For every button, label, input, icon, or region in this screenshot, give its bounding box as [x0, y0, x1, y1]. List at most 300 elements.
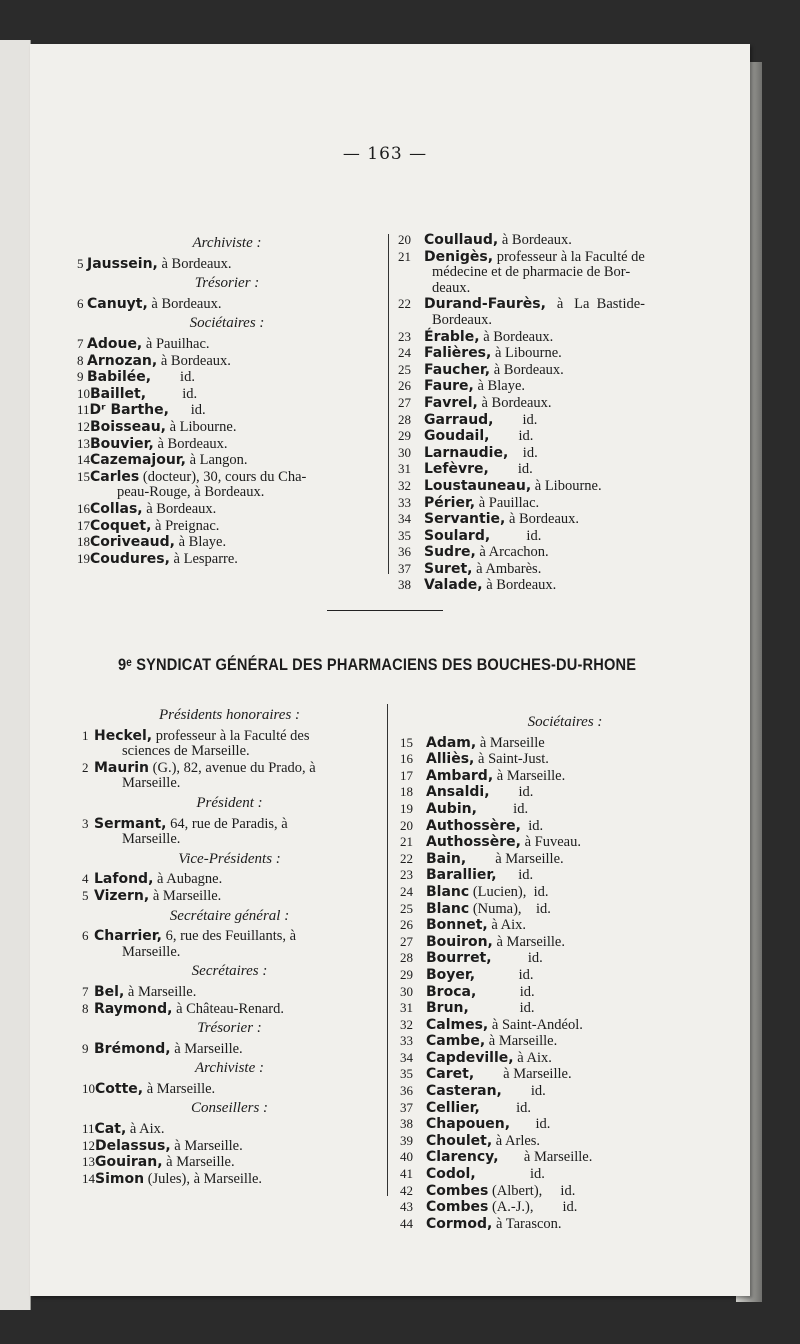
member-details: (docteur), 30, cours du Cha-	[139, 468, 307, 485]
member-entry	[400, 1000, 730, 1017]
member-name: Coullaud,	[424, 232, 499, 248]
entry-number: 21	[400, 834, 413, 850]
member-details-continued: Marseille.	[122, 831, 181, 848]
member-details: id.	[151, 369, 195, 386]
member-details: à Bordeaux.	[157, 255, 232, 272]
role-heading: Sociétaires :	[189, 315, 265, 332]
member-name: Boyer,	[426, 966, 476, 983]
member-details: à Libourne.	[491, 345, 562, 362]
entry-number: 23	[400, 867, 413, 883]
member-name: Bourret,	[426, 950, 492, 967]
entry-number: 31	[398, 461, 411, 477]
entry-number: 14	[77, 452, 90, 468]
member-name: Falières,	[424, 345, 492, 362]
entry-number: 40	[400, 1149, 413, 1165]
member-name: Lefèvre,	[424, 461, 489, 478]
member-details: (A.-J.), id.	[488, 1199, 578, 1216]
member-details: 6, rue des Feuillants, à	[161, 928, 297, 945]
member-details: à Tarascon.	[492, 1215, 562, 1232]
entry-number: 44	[400, 1215, 413, 1231]
section1-left-column	[77, 232, 377, 567]
entry-number: 11	[77, 402, 90, 418]
section-title: 9ᵉ SYNDICAT GÉNÉRAL DES PHARMACIENS DES BOUCHES-DU-RHONE	[118, 655, 637, 674]
member-name: Goudail,	[424, 428, 490, 445]
member-name: Coudures,	[90, 550, 170, 567]
member-entry	[82, 816, 377, 848]
entry-number: 13	[82, 1154, 95, 1170]
member-entry	[400, 1066, 730, 1083]
member-entry	[398, 232, 728, 249]
member-details-continued: médecine et de pharmacie de Bor-	[432, 264, 631, 281]
member-name: Lafond,	[94, 871, 154, 888]
member-details: à Marseille.	[492, 933, 565, 950]
member-entry	[77, 256, 377, 273]
member-details: à Marseille.	[143, 1080, 216, 1097]
entry-number: 42	[400, 1182, 413, 1198]
member-entry	[77, 534, 377, 551]
member-details: id.	[476, 800, 529, 817]
entry-number: 32	[398, 477, 411, 493]
entry-number: 15	[77, 468, 90, 484]
member-entry	[398, 577, 728, 594]
member-name: Faure,	[424, 378, 474, 395]
member-details: à Marseille	[476, 734, 545, 751]
member-details: id.	[475, 1166, 545, 1183]
member-details: à Marseille.	[124, 983, 197, 1000]
member-details: à Bordeaux.	[482, 577, 557, 594]
member-name: Coriveaud,	[90, 534, 175, 551]
member-details: à Aubagne.	[153, 871, 223, 888]
member-details: id.	[475, 966, 534, 983]
role-heading: Conseillers :	[190, 1100, 269, 1117]
section2-right-column	[400, 711, 730, 1232]
member-name: Calmes,	[426, 1016, 489, 1033]
member-name: Aubin,	[426, 800, 477, 817]
entry-number: 29	[398, 428, 411, 444]
member-details: à Saint-Just.	[474, 751, 549, 768]
member-name: Sermant,	[94, 815, 167, 832]
member-name: Cazemajour,	[90, 452, 186, 469]
member-details: id.	[489, 784, 534, 801]
member-entry	[400, 1133, 730, 1150]
member-details: à Pauilhac.	[142, 335, 210, 352]
member-name: Bain,	[426, 850, 467, 867]
role-heading: Trésorier :	[194, 275, 260, 292]
member-entry	[400, 934, 730, 951]
member-entry	[400, 1050, 730, 1067]
entry-number: 8	[77, 352, 84, 368]
member-name: Durand-Faurès,	[424, 296, 546, 313]
member-name: Sudre,	[424, 544, 476, 561]
entry-number: 4	[82, 871, 89, 887]
member-entry	[400, 917, 730, 934]
member-entry	[77, 402, 377, 419]
member-name: Coquet,	[90, 517, 152, 534]
entry-number: 12	[77, 418, 90, 434]
member-details-continued: Bordeaux.	[432, 311, 492, 328]
member-name: Larnaudie,	[424, 444, 509, 461]
member-details: (G.), 82, avenue du Prado, à	[149, 759, 316, 776]
member-details: à Château-Renard.	[172, 1000, 284, 1017]
member-entry	[77, 419, 377, 436]
entry-number: 23	[398, 328, 411, 344]
entry-number: 18	[400, 784, 413, 800]
entry-number: 10	[77, 385, 90, 401]
member-details: id.	[489, 428, 534, 445]
member-entry	[400, 1033, 730, 1050]
member-entry	[400, 867, 730, 884]
member-name: Caret,	[426, 1066, 475, 1083]
entry-number: 11	[82, 1121, 95, 1137]
member-entry	[400, 751, 730, 768]
member-details: id.	[479, 1099, 531, 1116]
member-details: 64, rue de Paradis, à	[166, 815, 288, 832]
member-entry	[400, 1199, 730, 1216]
member-details: à La Bastide-	[545, 296, 646, 313]
member-entry	[398, 395, 728, 412]
entry-number: 8	[82, 1000, 89, 1016]
member-entry	[400, 967, 730, 984]
member-name: Cellier,	[426, 1099, 480, 1116]
member-name: Bel,	[94, 983, 125, 1000]
member-details: à Aix.	[487, 917, 526, 934]
member-name: Cat,	[94, 1121, 127, 1138]
entry-number: 43	[400, 1199, 413, 1215]
entry-number: 30	[398, 444, 411, 460]
entry-number: 26	[398, 378, 411, 394]
entry-number: 38	[398, 577, 411, 593]
member-name: Combes	[426, 1199, 489, 1216]
member-name: Denigès,	[424, 248, 494, 265]
member-entry	[82, 888, 377, 905]
member-name: Broca,	[426, 983, 477, 1000]
member-details: id.	[493, 411, 538, 428]
column-divider	[387, 704, 388, 1196]
entry-number: 25	[400, 900, 413, 916]
member-name: Faucher,	[424, 361, 491, 378]
member-name: Brémond,	[94, 1040, 171, 1057]
entry-number: 26	[400, 917, 413, 933]
entry-number: 34	[400, 1049, 413, 1065]
entry-number: 15	[400, 734, 413, 750]
member-details: à Bordeaux.	[490, 361, 564, 378]
entry-number: 25	[398, 361, 411, 377]
member-entry	[398, 362, 728, 379]
member-details: id.	[508, 444, 538, 461]
member-entry	[400, 784, 730, 801]
entry-number: 28	[400, 950, 413, 966]
entry-number: 5	[77, 255, 84, 271]
member-name: Babilée,	[87, 369, 152, 386]
member-entry	[77, 436, 377, 453]
role-heading: Archiviste :	[192, 235, 262, 251]
member-entry	[400, 834, 730, 851]
member-entry	[400, 1100, 730, 1117]
member-details: à Aix.	[126, 1121, 165, 1138]
member-details: à Marseille.	[170, 1137, 243, 1154]
member-entry	[82, 728, 377, 760]
entry-number: 37	[398, 560, 411, 576]
entry-number: 36	[398, 544, 411, 560]
role-heading: Secrétaire général :	[169, 907, 290, 924]
entry-number: 33	[400, 1033, 413, 1049]
member-entry	[77, 518, 377, 535]
member-entry	[400, 984, 730, 1001]
entry-number: 37	[400, 1099, 413, 1115]
member-details: à Bordeaux.	[477, 394, 552, 411]
member-name: Delassus,	[95, 1137, 171, 1154]
entry-number: 19	[77, 550, 90, 566]
entry-number: 41	[400, 1166, 413, 1182]
member-details: à Aix.	[513, 1049, 552, 1066]
entry-number: 9	[77, 369, 84, 385]
member-details: à Bordeaux.	[157, 352, 231, 369]
member-entry	[77, 469, 377, 501]
member-name: Garraud,	[424, 411, 494, 428]
entry-number: 9	[82, 1040, 89, 1056]
member-details-continued: Marseille.	[122, 943, 181, 960]
member-entry	[400, 950, 730, 967]
member-entry	[77, 296, 377, 313]
entry-number: 17	[77, 517, 90, 533]
member-entry	[398, 412, 728, 429]
entry-number: 28	[398, 411, 411, 427]
member-entry	[82, 760, 377, 792]
member-name: Combes	[426, 1182, 489, 1199]
page-number: — 163 —	[342, 144, 428, 164]
member-name: Barallier,	[426, 867, 497, 884]
member-details: à Arles.	[492, 1132, 541, 1149]
entry-number: 7	[82, 983, 89, 999]
member-entry	[398, 495, 728, 512]
member-name: Authossère,	[426, 817, 521, 834]
member-name: Ambard,	[426, 767, 494, 784]
member-details: à Bordeaux.	[153, 435, 228, 452]
entry-number: 16	[77, 500, 90, 516]
member-name: Bouiron,	[426, 933, 493, 950]
member-name: Capdeville,	[426, 1049, 514, 1066]
entry-number: 27	[400, 933, 413, 949]
section1-right-column	[398, 232, 728, 594]
member-entry	[400, 1083, 730, 1100]
entry-number: 1	[82, 727, 89, 743]
member-details: à Pauillac.	[475, 494, 540, 511]
member-name: Collas,	[90, 500, 143, 517]
member-entry	[400, 1116, 730, 1133]
member-entry	[400, 1216, 730, 1233]
member-entry	[398, 544, 728, 561]
role-heading: Secrétaires :	[191, 963, 268, 980]
entry-number: 27	[398, 394, 411, 410]
member-details: id.	[476, 983, 535, 1000]
entry-number: 16	[400, 751, 413, 767]
entry-number: 20	[400, 817, 413, 833]
member-entry	[400, 1149, 730, 1166]
entry-number: 6	[82, 928, 89, 944]
member-entry	[398, 445, 728, 462]
document-page	[30, 44, 750, 1296]
member-entry	[77, 501, 377, 518]
member-details: à Marseille.	[493, 767, 566, 784]
member-details: id.	[168, 402, 206, 419]
member-details: id.	[468, 1000, 535, 1017]
member-name: Servantie,	[424, 511, 506, 528]
member-name: Maurin	[94, 759, 150, 776]
member-entry	[400, 818, 730, 835]
role-heading: Trésorier :	[197, 1020, 262, 1037]
member-details: id.	[146, 385, 198, 402]
member-name: Érable,	[424, 328, 480, 345]
member-name: Charrier,	[94, 928, 162, 945]
member-entry	[82, 1121, 377, 1138]
member-entry	[77, 452, 377, 469]
member-entry	[398, 378, 728, 395]
member-name: Blanc	[426, 883, 470, 900]
member-name: Brun,	[426, 1000, 469, 1017]
member-name: Choulet,	[426, 1132, 493, 1149]
member-details: id.	[501, 1083, 546, 1100]
member-details: à Ambarès.	[472, 560, 542, 577]
member-details-continued: Marseille.	[122, 775, 181, 792]
entry-number: 24	[400, 883, 413, 899]
entry-number: 21	[398, 248, 411, 264]
member-entry	[398, 329, 728, 346]
member-name: Raymond,	[94, 1000, 173, 1017]
member-entry	[398, 478, 728, 495]
role-heading: Sociétaires :	[527, 714, 603, 730]
member-details: à Bordeaux.	[479, 328, 554, 345]
member-entry	[398, 428, 728, 445]
entry-number: 10	[82, 1080, 95, 1096]
entry-number: 34	[398, 511, 411, 527]
member-name: Valade,	[424, 577, 483, 594]
member-details: à Lesparre.	[169, 550, 238, 567]
member-name: Loustauneau,	[424, 477, 532, 494]
member-details: à Libourne.	[531, 477, 602, 494]
member-name: Adam,	[426, 734, 477, 751]
member-entry	[82, 1138, 377, 1155]
member-entry	[398, 528, 728, 545]
entry-number: 35	[398, 527, 411, 543]
member-details: à Blaye.	[174, 534, 227, 551]
member-name: Authossère,	[426, 834, 521, 851]
entry-number: 20	[398, 232, 411, 247]
member-name: Baillet,	[90, 385, 147, 402]
member-details-continued: peau-Rouge, à Bordeaux.	[117, 484, 265, 501]
member-details: à Marseille.	[149, 887, 222, 904]
previous-page-edge	[0, 40, 31, 1310]
member-entry	[398, 345, 728, 362]
member-name: Ansaldi,	[426, 784, 490, 801]
member-details: à Bordeaux.	[142, 500, 217, 517]
entry-number: 35	[400, 1066, 413, 1082]
member-name: Périer,	[424, 494, 476, 511]
member-details: à Bordeaux.	[498, 232, 572, 248]
entry-number: 30	[400, 983, 413, 999]
entry-number: 31	[400, 1000, 413, 1016]
member-details-continued: sciences de Marseille.	[122, 743, 250, 760]
entry-number: 32	[400, 1016, 413, 1032]
member-details: à Marseille.	[485, 1033, 558, 1050]
entry-number: 14	[82, 1170, 95, 1186]
member-entry	[77, 369, 377, 386]
entry-number: 12	[82, 1137, 95, 1153]
member-details: à Preignac.	[151, 517, 220, 534]
entry-number: 29	[400, 966, 413, 982]
entry-number: 19	[400, 800, 413, 816]
entry-number: 22	[398, 296, 411, 312]
member-details: à Marseille.	[474, 1066, 572, 1083]
entry-number: 24	[398, 345, 411, 361]
member-details: à Marseille.	[498, 1149, 593, 1166]
entry-number: 33	[398, 494, 411, 510]
role-heading: Vice-Présidents :	[178, 850, 281, 867]
entry-number: 6	[77, 295, 84, 311]
member-name: Boisseau,	[90, 418, 166, 435]
entry-number: 36	[400, 1083, 413, 1099]
member-details: (Numa), id.	[469, 900, 551, 917]
member-name: Jaussein,	[87, 255, 158, 272]
member-entry	[82, 928, 377, 960]
entry-number: 18	[77, 534, 90, 550]
member-name: Dʳ Barthe,	[89, 402, 169, 419]
member-name: Vizern,	[94, 887, 150, 904]
member-entry	[82, 1041, 377, 1058]
column-divider	[388, 234, 389, 574]
entry-number: 17	[400, 767, 413, 783]
member-entry	[77, 386, 377, 403]
member-entry	[400, 735, 730, 752]
member-entry	[400, 851, 730, 868]
member-name: Arnozan,	[87, 352, 158, 369]
section2-left-column	[82, 704, 377, 1187]
member-entry	[398, 561, 728, 578]
member-name: Cormod,	[426, 1215, 493, 1232]
member-details: à Libourne.	[165, 418, 237, 435]
member-name: Canuyt,	[87, 295, 148, 312]
member-details: à Langon.	[185, 452, 248, 469]
member-name: Alliès,	[426, 751, 475, 768]
member-entry	[82, 1001, 377, 1018]
member-details: professeur à la Faculté de	[493, 248, 645, 265]
member-name: Favrel,	[424, 394, 478, 411]
role-heading: Présidents honoraires :	[158, 707, 301, 723]
member-details: professeur à la Faculté des	[152, 727, 310, 744]
member-entry	[398, 511, 728, 528]
member-name: Clarency,	[426, 1149, 499, 1166]
member-entry	[398, 249, 728, 297]
member-entry	[82, 1171, 377, 1188]
member-details-continued: deaux.	[432, 279, 471, 296]
entry-number: 2	[82, 759, 89, 775]
member-entry	[400, 884, 730, 901]
member-entry	[82, 984, 377, 1001]
member-name: Heckel,	[94, 727, 153, 744]
member-details: id.	[510, 1116, 551, 1133]
member-details: à Marseille.	[466, 850, 564, 867]
member-details: à Arcachon.	[475, 544, 549, 561]
member-name: Chapouen,	[426, 1116, 511, 1133]
member-details: id.	[490, 527, 542, 544]
member-details: à Saint-Andéol.	[488, 1016, 583, 1033]
member-name: Adoue,	[87, 335, 143, 352]
entry-number: 3	[82, 815, 89, 831]
member-details: id.	[491, 950, 543, 967]
member-details: à Bordeaux.	[147, 295, 222, 312]
member-name: Casteran,	[426, 1083, 502, 1100]
entry-number: 38	[400, 1116, 413, 1132]
member-entry	[400, 1183, 730, 1200]
